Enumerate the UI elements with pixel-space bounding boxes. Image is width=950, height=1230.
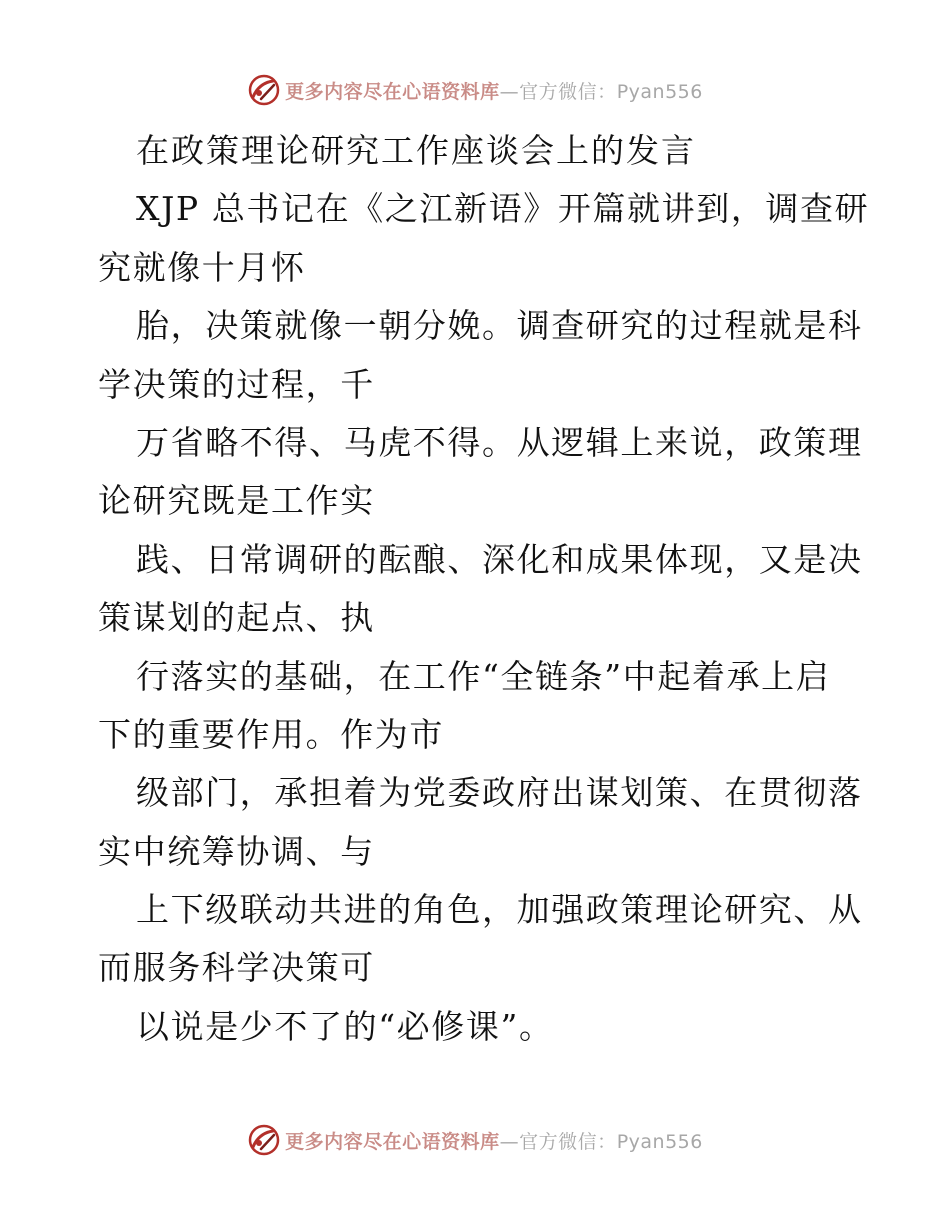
- paragraph-line: 实中统筹协调、与: [98, 831, 375, 871]
- paragraph-line: 而服务科学决策可: [98, 948, 375, 988]
- footer-watermark: [0, 1120, 950, 1160]
- paragraph-line: 论研究既是工作实: [98, 481, 375, 521]
- document-title: 在政策理论研究工作座谈会上的发言: [136, 131, 696, 170]
- paragraph-line: 策谋划的起点、执: [98, 598, 375, 638]
- header-watermark: [0, 70, 950, 110]
- paragraph-line: 践、日常调研的酝酿、深化和成果体现，又是决: [136, 539, 863, 579]
- paragraph-line: 学决策的过程，千: [98, 364, 375, 404]
- paragraph-line: 行落实的基础，在工作“全链条”中起着承上启: [136, 656, 831, 696]
- paragraph-line: XJP 总书记在《之江新语》开篇就讲到，调查研: [136, 189, 870, 229]
- paragraph-line: 级部门，承担着为党委政府出谋划策、在贯彻落: [136, 773, 863, 813]
- paragraph-line: 究就像十月怀: [98, 247, 306, 287]
- paragraph-line: 万省略不得、马虎不得。从逻辑上来说，政策理: [136, 422, 863, 462]
- paragraph-line: 下的重要作用。作为市: [98, 714, 444, 754]
- document-body: [98, 122, 870, 1056]
- paragraph-line: 胎，决策就像一朝分娩。调查研究的过程就是科: [136, 306, 863, 346]
- brand-logo-icon: [247, 73, 281, 107]
- paragraph-line: 以说是少不了的“必修课”。: [136, 1006, 554, 1046]
- paragraph-line: 上下级联动共进的角色，加强政策理论研究、从: [136, 890, 863, 930]
- brand-logo-icon: [247, 1123, 281, 1157]
- header-promo-text: 更多内容尽在心语资料库—官方微信：Pyan556: [285, 80, 703, 103]
- footer-promo-text: 更多内容尽在心语资料库—官方微信：Pyan556: [285, 1130, 703, 1153]
